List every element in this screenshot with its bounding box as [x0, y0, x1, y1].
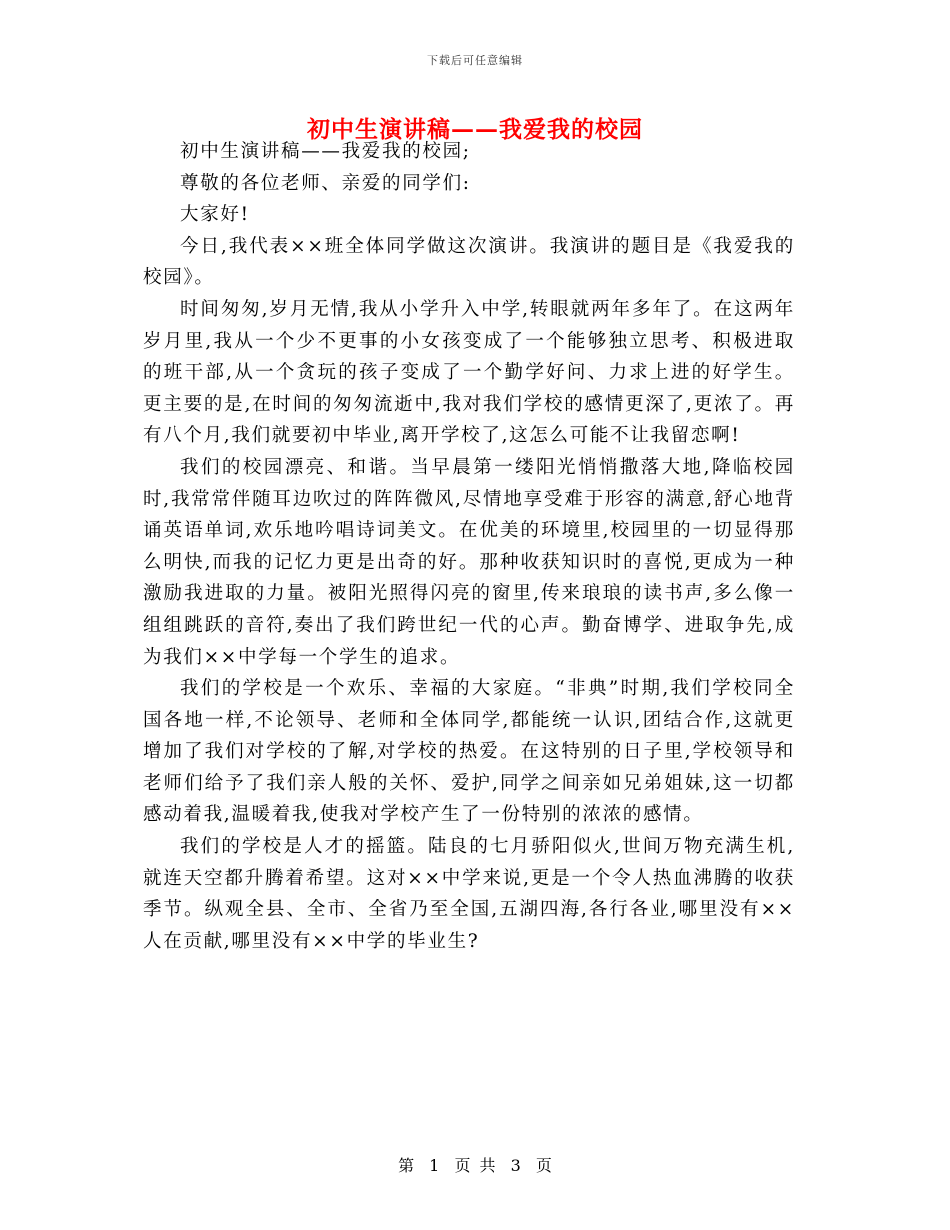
- total-page-count: 3: [510, 1156, 521, 1175]
- paragraph-campus: 我们的校园漂亮、和谐。当早晨第一缕阳光悄悄撒落大地,降临校园时,我常常伴随耳边吹过的阵阵微风,尽情地享受难于形容的满意,舒心地背诵英语单词,欢乐地吟唱诗词美文。在优美的环境里,校园里的一切显得那么明快,而我的记忆力更是出奇的好。那种收获知识时的喜悦,更成为一种激励我进取的力量。被阳光照得闪亮的窗里,传来琅琅的读书声,多么像一组组跳跃的音符,奏出了我们跨世纪一代的心声。勤奋博学、进取争先,成为我们××中学每一个学生的追求。: [143, 456, 795, 668]
- page-number-footer: [0, 1153, 950, 1176]
- paragraph-salutation: 尊敬的各位老师、亲爱的同学们:: [180, 172, 471, 194]
- page-mid-text: 页 共: [454, 1156, 496, 1175]
- document-title: 初中生演讲稿——我爱我的校园: [307, 116, 643, 143]
- paragraph-family: 我们的学校是一个欢乐、幸福的大家庭。“非典”时期,我们学校同全国各地一样,不论领导、老师和全体同学,都能统一认识,团结合作,这就更增加了我们对学校的了解,对学校的热爱。在这特别的日子里,学校领导和老师们给予了我们亲人般的关怀、爱护,同学之间亲如兄弟姐妹,这一切都感动着我,温暖着我,使我对学校产生了一份特别的浓浓的感情。: [143, 678, 795, 826]
- paragraph-time: 时间匆匆,岁月无情,我从小学升入中学,转眼就两年多年了。在这两年岁月里,我从一个少不更事的小女孩变成了一个能够独立思考、积极进取的班干部,从一个贪玩的孩子变成了一个勤学好问、力求上进的好学生。更主要的是,在时间的匆匆流逝中,我对我们学校的感情更深了,更浓了。再有八个月,我们就要初中毕业,离开学校了,这怎么可能不让我留恋啊!: [143, 298, 795, 447]
- page-prefix: 第: [398, 1156, 415, 1175]
- paragraph-greeting: 大家好!: [180, 204, 250, 226]
- document-body: [143, 136, 795, 957]
- paragraph-cradle: 我们的学校是人才的摇篮。陆良的七月骄阳似火,世间万物充满生机,就连天空都升腾着希望。这对××中学来说,更是一个令人热血沸腾的收获季节。纵观全县、全市、全省乃至全国,五湖四海,各行各业,哪里没有××人在贡献,哪里没有××中学的毕业生?: [143, 836, 795, 952]
- header-note: 下载后可任意编辑: [427, 54, 523, 67]
- paragraph-subtitle: 初中生演讲稿——我爱我的校园;: [180, 141, 471, 162]
- page-suffix: 页: [535, 1156, 552, 1175]
- current-page-number: 1: [429, 1156, 440, 1175]
- paragraph-intro: 今日,我代表××班全体同学做这次演讲。我演讲的题目是《我爱我的校园》。: [143, 235, 795, 289]
